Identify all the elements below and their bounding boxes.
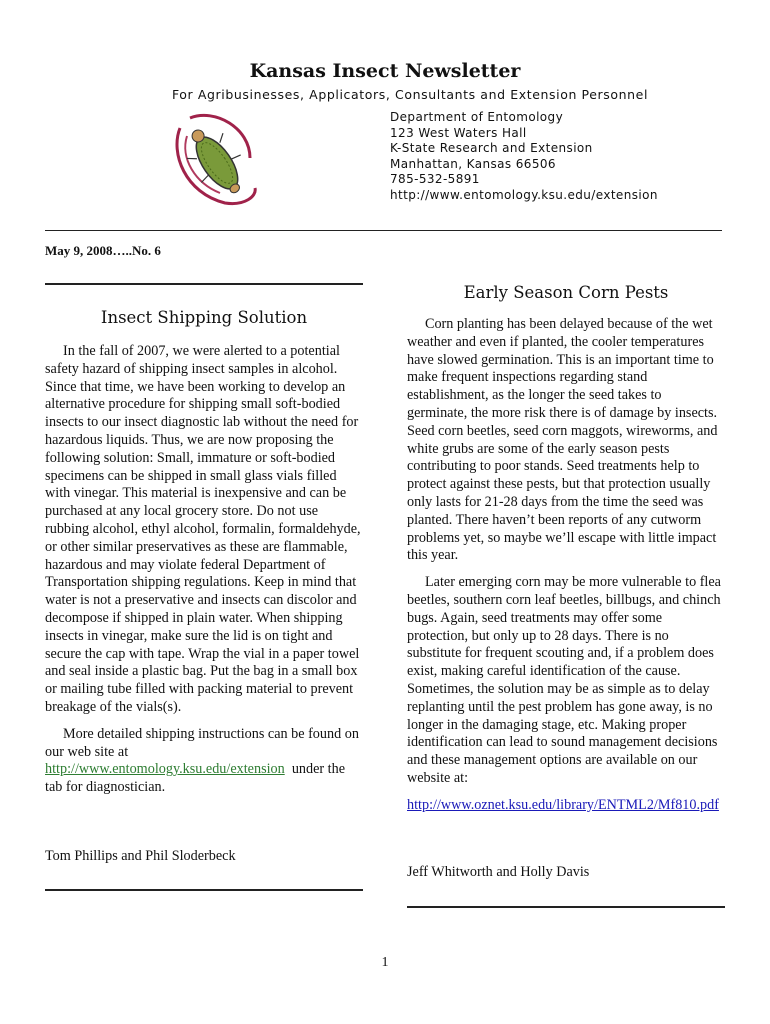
- newsletter-subtitle: For Agribusinesses, Applicators, Consultants and Extension Personnel: [171, 87, 649, 102]
- right-bottom-rule: [407, 906, 725, 908]
- right-article-body: [407, 316, 725, 824]
- left-article-paragraph: In the fall of 2007, we were alerted to a potential safety hazard of shipping insect samples in alcohol. Since that time, we have been working to develop an alternative procedure for shipping small soft-bodied insects to our insect diagnostic lab without the need for hazardous liquids. Thus, we are now proposing the following solution: Small, immature or soft-bodied specimens can be shipped in small glass vials filled with vinegar. This material is inexpensive and can be purchased at any local grocery store. Do not use rubbing alcohol, ethyl alcohol, formalin, formaldehyde, or other similar preservatives as these are flammable, hazardous and may violate federal Department of Transportation shipping regulations. Keep in mind that water is not a preservative and insects can discolor and decompose if shipped in plain water. When shipping insects in vinegar, make sure the lid is on tight and secure the cap with tape. Wrap the vial in a paper towel and seal inside a plastic bag. Put the bag in a small box or mailing tube filled with packing material to prevent breakage of the vials(s).: [45, 343, 361, 715]
- address-line: K-State Research and Extension: [390, 141, 593, 156]
- left-top-rule: [45, 283, 363, 285]
- right-article-paragraph: Later emerging corn may be more vulnerable to flea beetles, southern corn leaf beetles, billbugs, and chinch bugs. Again, seed treatments may offer some protection, but only up to 28 days. There is no substitute for frequent scouting and, if a problem does exist, making careful identification of the cause. Sometimes, the solution may be as simple as to delay replanting until the pest problem has gone away, is no longer in the damaging stage, etc. Making proper identification can lead to sound management decisions and these management options are available on our website at:: [407, 574, 721, 786]
- left-article-authors: Tom Phillips and Phil Sloderbeck: [45, 848, 236, 864]
- right-article-heading: Early Season Corn Pests: [463, 283, 669, 302]
- left-article-text: More detailed shipping instructions can be found on our web site at: [45, 725, 359, 760]
- address-line: http://www.entomology.ksu.edu/extension: [390, 187, 658, 202]
- right-article-authors: Jeff Whitworth and Holly Davis: [407, 864, 590, 880]
- newsletter-title: Kansas Insect Newsletter: [249, 60, 521, 82]
- left-bottom-rule: [45, 889, 363, 891]
- oznet-mf810-link[interactable]: http://www.oznet.ksu.edu/library/ENTML2/Mf810.pdf: [407, 796, 719, 813]
- right-article-paragraph: [407, 797, 725, 815]
- left-article-heading: Insect Shipping Solution: [100, 308, 308, 327]
- address-line: 785-532-5891: [390, 172, 480, 187]
- left-article-body: [45, 343, 365, 806]
- left-article-text: under the tab for diagnostician.: [45, 761, 345, 796]
- page-number: 1: [381, 955, 389, 970]
- right-article-paragraph: Corn planting has been delayed because of the wet weather and even if planted, the cooler temperatures have slowed germination. This is an important time to make frequent inspections regarding stand establishment, as the longer the seed takes to germinate, the more risk there is of damage by insects. Seed corn beetles, seed corn maggots, wireworms, and white grubs are some of the early season pests contributing to poor stands. Seed treatments help to protect against these pests, but that protection usually only lasts for 21-28 days from the time the seed was planted. There haven’t been reports of any cutworm problems yet, so maybe we’ll escape with little impact this year.: [407, 316, 718, 564]
- beetle-logo-icon: [165, 108, 260, 208]
- left-article-paragraph: [45, 726, 365, 797]
- address-line: Department of Entomology: [390, 110, 564, 124]
- department-address: [390, 110, 658, 204]
- address-line: Manhattan, Kansas 66506: [390, 156, 556, 171]
- address-line: 123 West Waters Hall: [390, 125, 527, 140]
- issue-date: May 9, 2008…..No. 6: [45, 243, 161, 258]
- header-divider: [45, 230, 722, 231]
- extension-website-link[interactable]: http://www.entomology.ksu.edu/extension: [45, 761, 285, 778]
